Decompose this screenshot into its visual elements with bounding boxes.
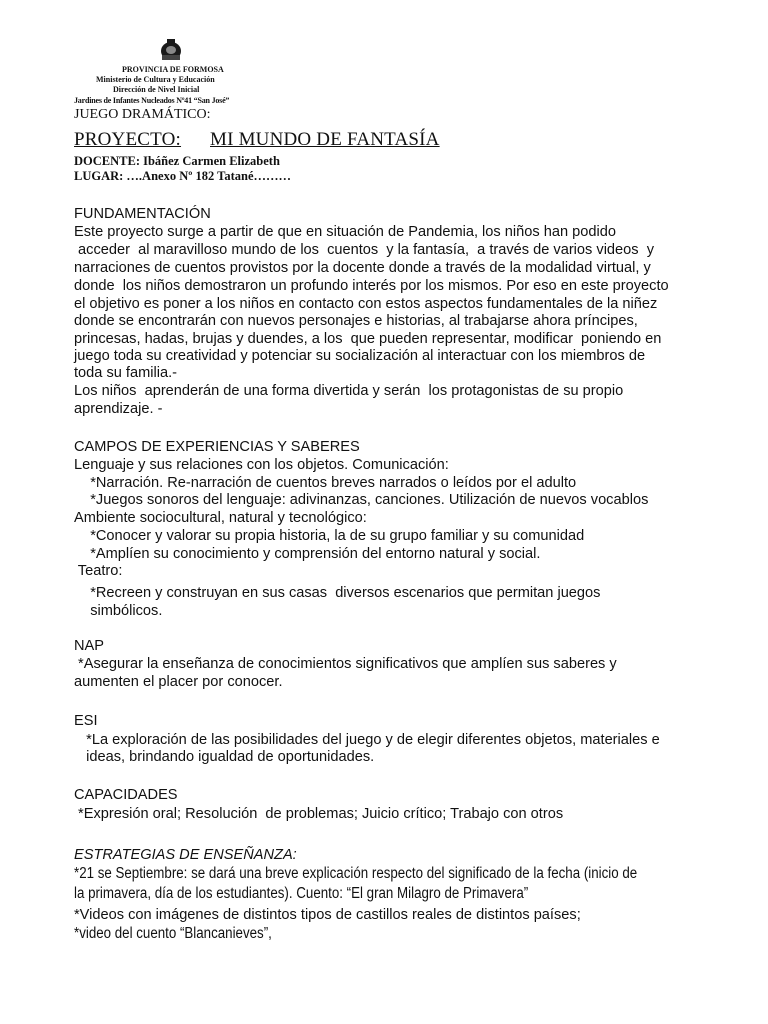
fundamentacion-line: donde los niños demostraron un profundo interés por los mismos. Por eso en este proyecto (74, 278, 669, 294)
fundamentacion-line: narraciones de cuentos provistos por la docente donde a través de la modalidad virtual, y (74, 260, 651, 276)
campos-line: *Narración. Re-narración de cuentos breves narrados o leídos por el adulto (74, 475, 577, 491)
estrategias-heading: ESTRATEGIAS DE ENSEÑANZA: (74, 847, 297, 863)
school-name: Jardines de Infantes Nucleados Nº41 “San José” (74, 96, 230, 105)
activity-type: JUEGO DRAMÁTICO: (74, 107, 211, 122)
campos-heading: CAMPOS DE EXPERIENCIAS Y SABERES (74, 439, 360, 455)
campos-line: *Amplíen su conocimiento y comprensión del entorno natural y social. (74, 546, 541, 562)
project-title: MI MUNDO DE FANTASÍA (210, 129, 440, 150)
fundamentacion-line: Los niños aprenderán de una forma divertida y serán los protagonistas de su propio (74, 383, 624, 399)
nap-line: *Asegurar la enseñanza de conocimientos significativos que amplíen sus saberes y (74, 656, 617, 672)
fundamentacion-line: donde se encontrarán con nuevos personajes e historias, al trabajarse ahora príncipes, (74, 313, 638, 329)
province-crest-icon (158, 37, 184, 63)
fundamentacion-line: aprendizaje. - (74, 401, 163, 417)
estrategias-line: *video del cuento “Blancanieves”, (74, 925, 272, 942)
fundamentacion-line: acceder al maravilloso mundo de los cuentos y la fantasía, a través de varios videos y (74, 242, 654, 258)
campos-line: Lenguaje y sus relaciones con los objetos. Comunicación: (74, 457, 449, 473)
teacher-name: DOCENTE: Ibáñez Carmen Elizabeth (74, 154, 280, 168)
esi-heading: ESI (74, 713, 98, 729)
esi-line: *La exploración de las posibilidades del juego y de elegir diferentes objetos, materiales e (74, 732, 660, 748)
nap-heading: NAP (74, 638, 105, 654)
capacidades-heading: CAPACIDADES (74, 787, 178, 803)
fundamentacion-line: juego toda su creatividad y potenciar su socialización al interactuar con los miembros de (74, 348, 646, 364)
project-label: PROYECTO: (74, 129, 182, 150)
fundamentacion-line: el objetivo es poner a los niños en contacto con estos aspectos fundamentales de la niñez (74, 296, 658, 312)
direction-name: Dirección de Nivel Inicial (113, 85, 200, 94)
capacidades-text: *Expresión oral; Resolución de problemas; Juicio crítico; Trabajo con otros (74, 806, 564, 822)
campos-line: Ambiente sociocultural, natural y tecnológico: (74, 510, 367, 526)
campos-line: *Recreen y construyan en sus casas diversos escenarios que permitan juegos (74, 585, 601, 601)
estrategias-line: *21 se Septiembre: se dará una breve explicación respecto del significado de la fecha (inicio de (74, 865, 638, 882)
fundamentacion-line: Este proyecto surge a partir de que en situación de Pandemia, los niños han podido (74, 224, 616, 240)
nap-line: aumenten el placer por conocer. (74, 674, 283, 690)
fundamentacion-heading: FUNDAMENTACIÓN (74, 206, 211, 222)
province-name: PROVINCIA DE FORMOSA (122, 65, 224, 74)
campos-line: *Conocer y valorar su propia historia, la de su grupo familiar y su comunidad (74, 528, 585, 544)
estrategias-line: la primavera, día de los estudiantes). Cuento: “El gran Milagro de Primavera” (74, 885, 529, 902)
ministry-name: Ministerio de Cultura y Educación (96, 75, 215, 84)
estrategias-line: *Videos con imágenes de distintos tipos de castillos reales de distintos países; (74, 907, 581, 923)
fundamentacion-line: princesas, hadas, brujas y duendes, a los que pueden representar, modificar poniendo en (74, 331, 662, 347)
project-place: LUGAR: ….Anexo Nº 182 Tatané……… (74, 169, 291, 183)
campos-line: Teatro: (74, 563, 123, 579)
esi-line: ideas, brindando igualdad de oportunidades. (74, 749, 375, 765)
campos-line: *Juegos sonoros del lenguaje: adivinanzas, canciones. Utilización de nuevos vocablos (74, 492, 649, 508)
campos-line: simbólicos. (74, 603, 163, 619)
fundamentacion-line: toda su familia.- (74, 365, 178, 381)
